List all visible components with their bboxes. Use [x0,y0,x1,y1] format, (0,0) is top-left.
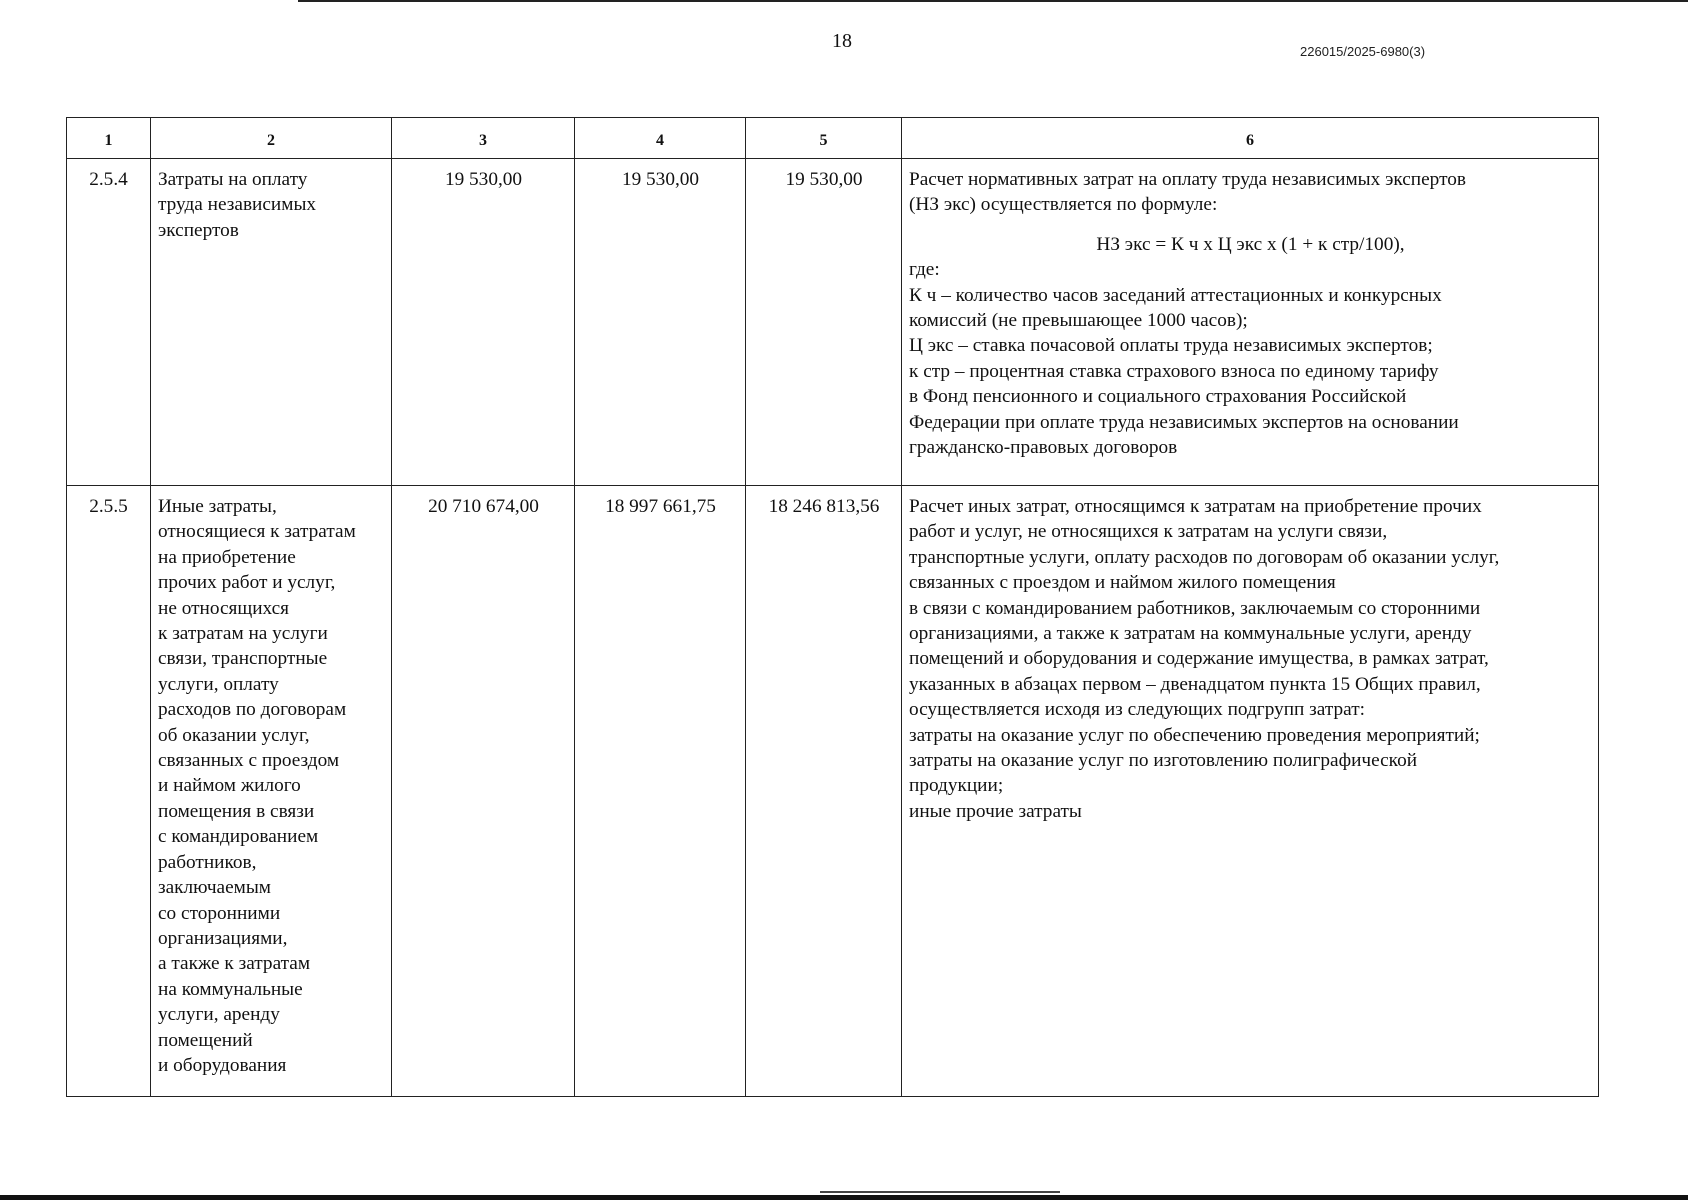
row-number: 2.5.4 [67,159,151,486]
name-line: организациями, [158,927,288,949]
desc-line: затраты на оказание услуг по изготовлению полиграфической [909,750,1418,772]
name-line: труда независимых [158,194,317,216]
value-col-5: 19 530,00 [746,159,902,486]
name-line: на коммунальные [158,978,303,1000]
name-line: Иные затраты, [158,496,277,517]
desc-line: транспортные услуги, оплату расходов по договорам об оказании услуг, [909,546,1500,568]
name-line: к затратам на услуги [158,623,328,645]
page-number: 18 [832,30,852,52]
value-col-4: 18 997 661,75 [575,486,746,1097]
desc-line: где: [909,259,940,281]
table-row [67,486,1599,1097]
scan-edge-bottom [0,1195,1688,1200]
value-col-4: 19 530,00 [575,159,746,486]
desc-line: продукции; [909,775,1004,797]
desc-line: организациями, а также к затратам на коммунальные услуги, аренду [909,623,1472,645]
desc-line: осуществляется исходя из следующих подгрупп затрат: [909,699,1365,721]
value-col-3: 19 530,00 [392,159,575,486]
column-header-2: 2 [151,118,392,159]
desc-line: работ и услуг, не относящихся к затратам на услуги связи, [909,521,1388,543]
calculation-description [902,159,1599,486]
desc-line: иные прочие затраты [909,800,1082,822]
desc-line: помещений и оборудования и содержание имущества, в рамках затрат, [909,648,1489,670]
name-line: заключаемым [158,877,272,899]
name-line: и наймом жилого [158,775,301,797]
desc-line: Ц экс – ставка почасовой оплаты труда независимых экспертов; [909,335,1433,357]
desc-line: к стр – процентная ставка страхового взноса по единому тарифу [909,360,1439,382]
name-line: помещения в связи [158,800,315,822]
row-number: 2.5.5 [67,486,151,1097]
scan-edge-mark [820,1191,1060,1193]
scan-edge-top [298,0,1688,2]
value-col-3: 20 710 674,00 [392,486,575,1097]
name-line: а также к затратам [158,953,311,975]
name-line: экспертов [158,219,239,241]
desc-line: затраты на оказание услуг по обеспечению проведения мероприятий; [909,724,1480,746]
name-line: связи, транспортные [158,648,328,670]
table-row [67,159,1599,486]
value-col-5: 18 246 813,56 [746,486,902,1097]
name-line: расходов по договорам [158,699,347,721]
name-line: с командированием [158,826,319,848]
column-header-1: 1 [67,118,151,159]
desc-line: указанных в абзацах первом – двенадцатом пункта 15 Общих правил, [909,673,1481,695]
column-header-5: 5 [746,118,902,159]
desc-line: в Фонд пенсионного и социального страхования Российской [909,386,1407,408]
column-header-6: 6 [902,118,1599,159]
name-line: связанных с проездом [158,750,340,772]
desc-line: Расчет нормативных затрат на оплату труда независимых экспертов [909,169,1466,190]
calculation-description [902,486,1599,1097]
name-line: услуги, аренду [158,1004,280,1026]
column-header-4: 4 [575,118,746,159]
desc-line: Федерации при оплате труда независимых экспертов на основании [909,411,1459,433]
cost-name [151,486,392,1097]
name-line: и оборудования [158,1054,287,1076]
name-line: относящиеся к затратам [158,521,356,543]
name-line: Затраты на оплату [158,169,308,190]
desc-line: гражданско-правовых договоров [909,437,1178,459]
desc-line: комиссий (не превышающее 1000 часов); [909,310,1248,332]
cost-name [151,159,392,486]
desc-line: К ч – количество часов заседаний аттестационных и конкурсных [909,284,1442,306]
desc-line: (НЗ экс) осуществляется по формуле: [909,194,1218,216]
column-header-3: 3 [392,118,575,159]
table-header-row [67,118,1599,159]
name-line: работников, [158,851,257,873]
desc-line: Расчет иных затрат, относящимся к затратам на приобретение прочих [909,496,1482,517]
name-line: не относящихся [158,597,290,619]
desc-line: связанных с проездом и наймом жилого помещения [909,572,1336,594]
document-id: 226015/2025-6980(3) [1300,44,1426,59]
desc-line: в связи с командированием работников, заключаемым со сторонними [909,597,1481,619]
name-line: услуги, оплату [158,673,279,695]
cost-table [66,117,1599,1097]
name-line: на приобретение [158,546,296,568]
formula: НЗ экс = К ч х Ц экс х (1 + к стр/100), [1096,233,1405,255]
name-line: прочих работ и услуг, [158,572,336,594]
name-line: об оказании услуг, [158,724,310,746]
name-line: со сторонними [158,902,281,924]
name-line: помещений [158,1029,253,1051]
